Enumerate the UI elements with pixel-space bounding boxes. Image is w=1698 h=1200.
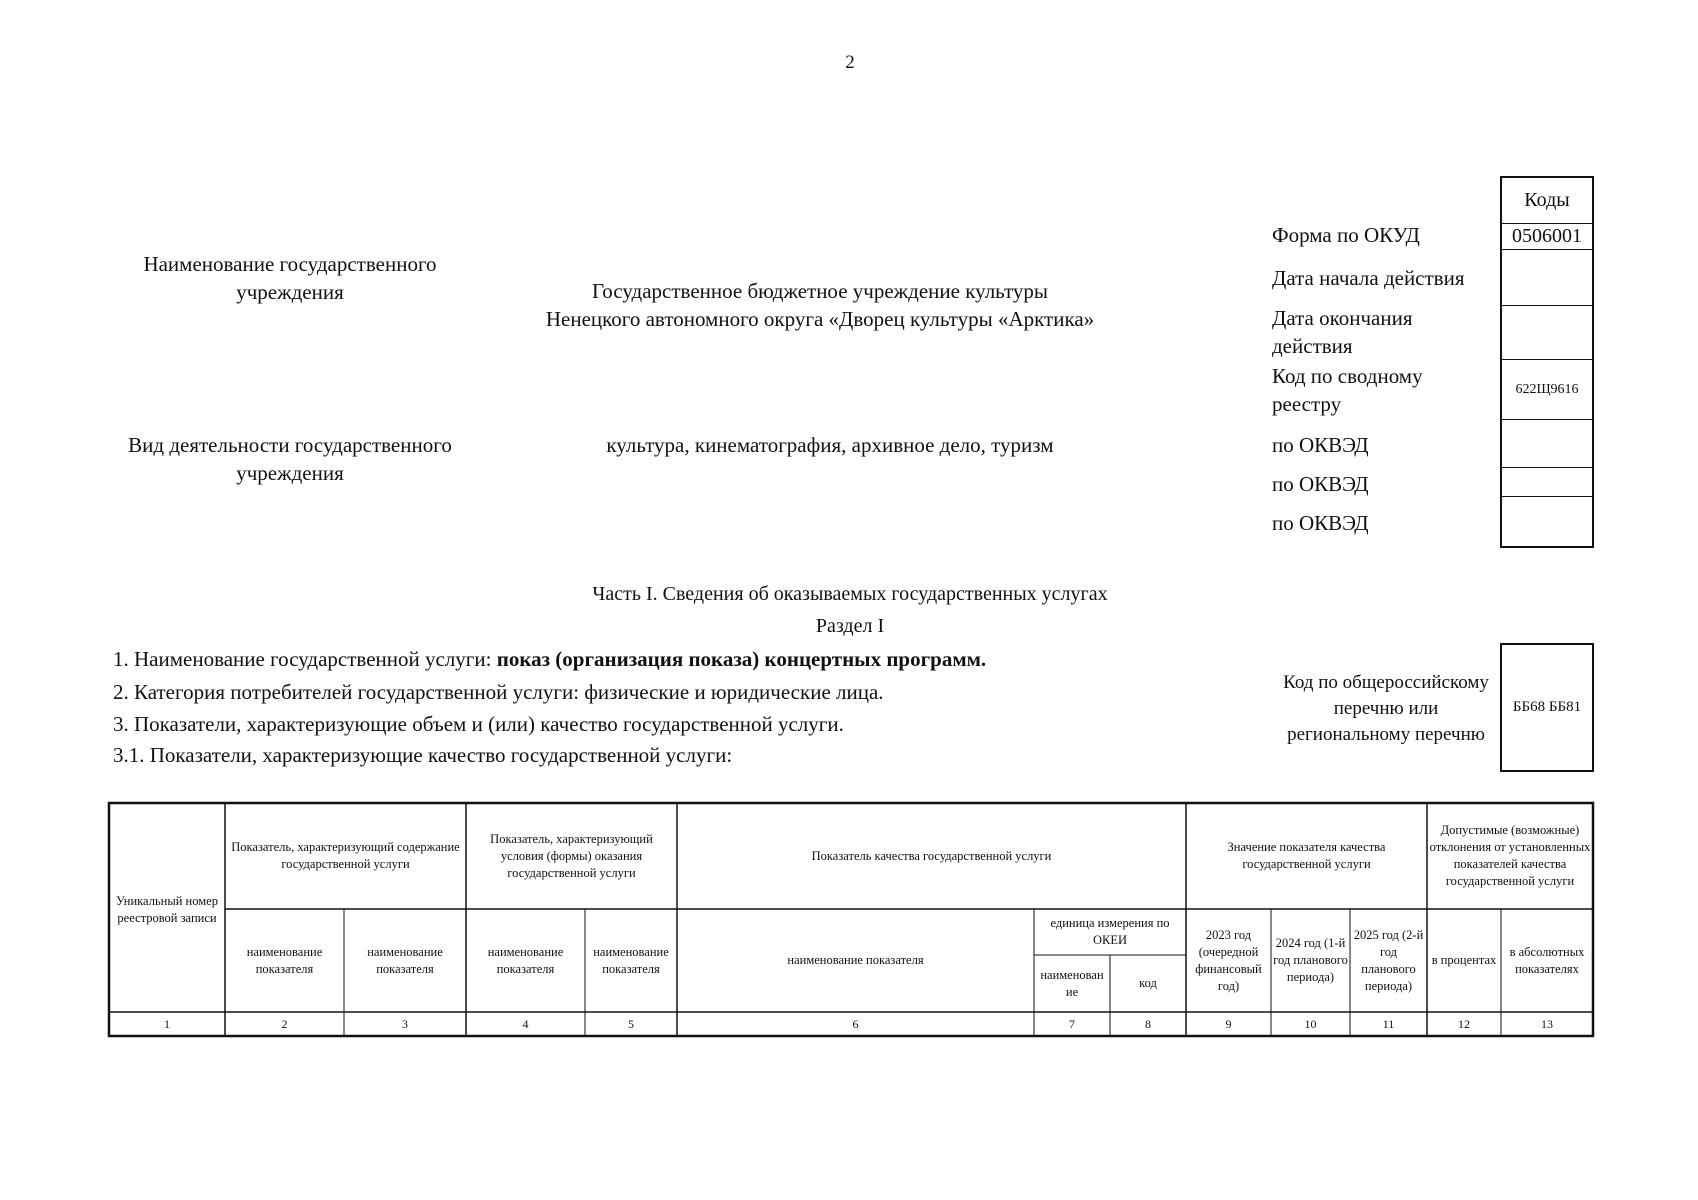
th-quality-indicator: Показатель качества государственной услуги	[811, 848, 1052, 863]
institution-label-line1: Наименование государственного	[143, 252, 437, 276]
th-quality-value: Значение показателя качества государственной услуги	[1227, 840, 1386, 871]
th-unique-number: Уникальный номер реестровой записи	[116, 894, 218, 925]
codes-value-registry: 622Щ9616	[1502, 360, 1592, 420]
th-year-2024: 2024 год (1-й год планового периода)	[1273, 936, 1348, 984]
th-conditions-indicator: Показатель, характеризующий условия (формы) оказания государственной услуги	[490, 831, 653, 880]
codes-label-okud: Форма по ОКУД	[1272, 223, 1420, 247]
codes-label-registry-line2: реестру	[1272, 392, 1342, 416]
item-1-prefix: 1. Наименование государственной услуги:	[113, 647, 497, 671]
th-year-2025: 2025 год (2-й год планового периода)	[1353, 927, 1424, 993]
activity-label-line2: учреждения	[236, 461, 344, 485]
th-unit-code: код	[1139, 976, 1157, 990]
col-number: 12	[1458, 1016, 1470, 1031]
col-number: 9	[1225, 1016, 1232, 1031]
institution-name-line1: Государственное бюджетное учреждение культуры	[592, 279, 1048, 303]
codes-label-okved-2: по ОКВЭД	[1272, 472, 1369, 496]
th-conditions-name-1: наименование показателя	[487, 944, 564, 976]
th-quality-name: наименование показателя	[787, 953, 924, 967]
item-2: 2. Категория потребителей государственной услуги: физические и юридические лица.	[113, 680, 884, 704]
institution-name-line2: Ненецкого автономного округа «Дворец культуры «Арктика»	[545, 307, 1095, 331]
th-year-2023: 2023 год (очередной финансовый год)	[1195, 927, 1262, 993]
perechen-label-line1: Код по общероссийскому	[1283, 672, 1489, 693]
item-1-service-name: показ (организация показа) концертных программ.	[496, 647, 987, 671]
th-content-name-2: наименование показателя	[367, 944, 443, 976]
item-3: 3. Показатели, характеризующие объем и (или) качество государственной услуги.	[113, 712, 844, 736]
col-number: 2	[281, 1016, 288, 1031]
th-unit-name: наименован ие	[1040, 967, 1104, 999]
section-title: Раздел I	[815, 615, 885, 637]
codes-label-okved-3: по ОКВЭД	[1272, 511, 1369, 535]
institution-label-line2: учреждения	[236, 280, 344, 304]
col-number: 10	[1304, 1016, 1317, 1031]
codes-label-end-date-line1: Дата окончания	[1272, 306, 1413, 330]
col-number: 1	[164, 1016, 170, 1031]
codes-label-end-date-line2: действия	[1272, 334, 1353, 358]
th-content-name-1: наименование показателя	[246, 944, 323, 976]
col-number: 5	[628, 1016, 634, 1031]
th-conditions-name-2: наименование показателя	[593, 944, 669, 976]
col-number: 6	[852, 1016, 859, 1031]
col-number: 7	[1069, 1016, 1075, 1031]
part-title: Часть I. Сведения об оказываемых государственных услугах	[592, 583, 1108, 605]
codes-header: Коды	[1502, 178, 1592, 224]
activity-label-line1: Вид деятельности государственного	[128, 433, 452, 457]
col-number: 8	[1145, 1016, 1151, 1031]
th-deviation: Допустимые (возможные) отклонения от установленных показателей качества государственной услуги	[1429, 823, 1591, 888]
codes-label-registry-line1: Код по сводному	[1272, 364, 1423, 388]
th-content-indicator: Показатель, характеризующий содержание государственной услуги	[231, 840, 460, 871]
activity-value: культура, кинематография, архивное дело, туризм	[606, 433, 1054, 457]
perechen-label-line3: региональному перечню	[1287, 724, 1485, 745]
codes-value-okud: 0506001	[1502, 224, 1592, 250]
col-number: 4	[522, 1016, 529, 1031]
th-percent: в процентах	[1431, 953, 1497, 967]
codes-label-start-date: Дата начала действия	[1272, 266, 1465, 290]
th-unit-okei: единица измерения по ОКЕИ	[1050, 916, 1170, 947]
page-number: 2	[845, 52, 855, 73]
col-number: 3	[402, 1016, 408, 1031]
col-number: 11	[1382, 1016, 1395, 1031]
col-number: 13	[1541, 1016, 1553, 1031]
th-absolute: в абсолютных показателях	[1509, 944, 1585, 976]
codes-label-okved-1: по ОКВЭД	[1272, 433, 1369, 457]
item-3-1: 3.1. Показатели, характеризующие качество государственной услуги:	[113, 743, 733, 767]
perechen-label-line2: перечню или	[1333, 698, 1439, 719]
perechen-code-box: ББ68 ББ81	[1500, 643, 1594, 772]
